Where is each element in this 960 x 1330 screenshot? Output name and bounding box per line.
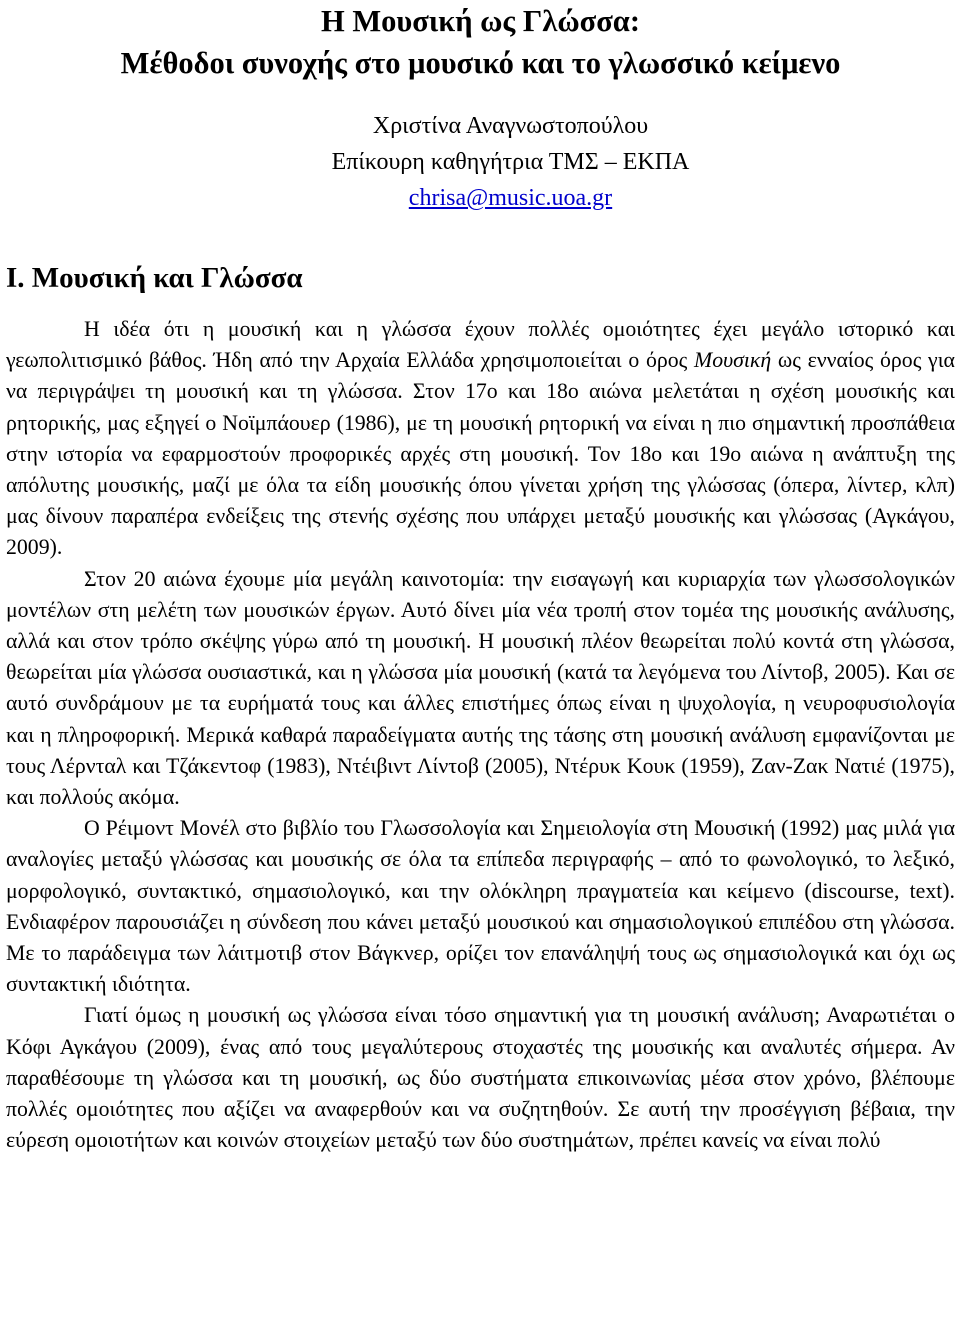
- author-block: [6, 108, 955, 216]
- author-email-link[interactable]: chrisa@music.uoa.gr: [408, 185, 613, 211]
- paragraph-2: Στον 20 αιώνα έχουμε μία μεγάλη καινοτομία: την εισαγωγή και κυριαρχία των γλωσσολογικών μοντέλων στη μελέτη των μουσικών έργων. Αυτό δίνει μία νέα τροπή στον τομέα της μουσικής ανάλυσης, αλλά και στον τρόπο σκέψης γύρω από τη μουσική. Η μουσική πλέον θεωρείται πολύ κοντά στη γλώσσα, θεωρείται μία γλώσσα ουσιαστικά, και η γλώσσα μία μουσική (κατά τα λεγόμενα του Λίντοβ, 2005). Και σε αυτό συνδράμουν με τα ευρήματά τους και άλλες επιστήμες όπως είναι η ψυχολογία, η νευροφυσιολογία και η πληροφορική. Μερικά καθαρά παραδείγματα αυτής της τάσης στη μουσική ανάλυση εμφανίζονται με τους Λέρνταλ και Τζάκεντοφ (1983), Ντέιβιντ Λίντοβ (2005), Ντέρυκ Κουκ (1959), Ζαν-Ζακ Νατιέ (1975), και πολλούς ακόμα.: [6, 566, 955, 810]
- paragraph-1-part-a: Η ιδέα ότι η μουσική και η γλώσσα έχουν πολλές ομοιότητες έχει μεγάλο ιστορικό και γεωπολιτισμικό βάθος. Ήδη από την Αρχαία Ελλάδα χρησιμοποιείται ο όρος: [6, 317, 955, 373]
- paragraph-1: [6, 314, 955, 564]
- title-line-1: Η Μουσική ως Γλώσσα:: [321, 4, 640, 38]
- author-role: Επίκουρη καθηγήτρια ΤΜΣ – ΕΚΠΑ: [331, 149, 690, 175]
- paragraph-3: Ο Ρέιμοντ Μονέλ στο βιβλίο του Γλωσσολογία και Σημειολογία στη Μουσική (1992) μας μιλά για αναλογίες μεταξύ γλώσσας και μουσικής σε όλα τα επίπεδα περιγραφής – από το φωνολογικό, το λεξικό, μορφολογικό, συντακτικό, σημασιολογικό, και την ολόκληρη πραγματεία και κείμενο (discourse, text). Ενδιαφέρον παρουσιάζει η σύνδεση που κάνει μεταξύ μουσικού και σημασιολογικού επιπέδου στη γλώσσα. Με το παράδειγμα των λάιτμοτιβ στον Βάγκνερ, ορίζει τον επανάληψή τους ως σημασιολογικά και όχι ως συντακτική ιδιότητα.: [6, 816, 955, 997]
- paragraph-1-emphasis: Μουσική: [694, 348, 772, 373]
- title-line-2: Μέθοδοι συνοχής στο μουσικό και το γλωσσικό κείμενο: [120, 46, 841, 80]
- paragraph-4: Γιατί όμως η μουσική ως γλώσσα είναι τόσο σημαντική για τη μουσική ανάλυση; Αναρωτιέται ο Κόφι Αγκάγου (2009), ένας από τους μεγαλύτερους στοχαστές της μουσικής και αναλυτές σήμερα. Αν παραθέσουμε τη γλώσσα και τη μουσική, ως δύο συστήματα επικοινωνίας μέσα στον χρόνο, βλέπουμε πολλές ομοιότητες που αξίζει να αναφερθούν και να συζητηθούν. Σε αυτή την προσέγγιση βέβαια, την εύρεση ομοιοτήτων και κοινών στοιχείων μεταξύ των δύο συστημάτων, πρέπει κανείς να είναι πολύ: [6, 1003, 955, 1153]
- section-heading: Ι. Μουσική και Γλώσσα: [6, 262, 303, 294]
- body-text: [6, 314, 955, 1156]
- author-name: Χριστίνα Αναγνωστοπούλου: [372, 113, 649, 139]
- paragraph-1-part-b: ως ενναίος όρος για να περιγράψει τη μουσική και τη γλώσσα. Στον 17ο και 18ο αιώνα μελετάται η σχέση μουσικής και ρητορικής, μας εξηγεί ο Νοϊμπάουερ (1986), με τη μουσική ρητορική να είναι η πιο σημαντική προσπάθεια στην ιστορία να εφαρμοστούν προφορικές αρχές στη μουσική. Τον 18ο και 19ο αιώνα η ανάπτυξη της απόλυτης μουσικής, μαζί με όλα τα είδη μουσικής όπου γίνεται χρήση της γλώσσας (όπερα, λίντερ, κλπ) μας δίνουν παραπέρα ενδείξεις της στενής σχέσης που υπάρχει μεταξύ μουσικής και γλώσσας (Αγκάγου, 2009).: [6, 348, 955, 560]
- document-title: [6, 0, 955, 84]
